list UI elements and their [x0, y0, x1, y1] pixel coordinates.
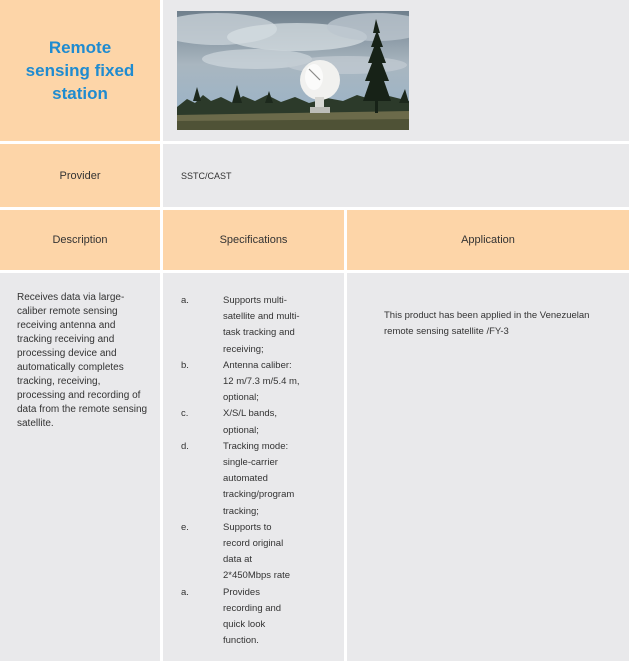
spec-item	[163, 585, 344, 650]
spec-text: Antenna caliber: 12 m/7.3 m/5.4 m, optional;	[223, 359, 300, 404]
spec-text: Provides recording and quick look function.	[223, 586, 282, 647]
spec-text: X/S/L bands, optional;	[223, 408, 278, 436]
description-header-label: Description	[52, 234, 108, 246]
spec-letter: b.	[181, 359, 189, 371]
specifications-cell	[163, 273, 344, 661]
spec-text: Tracking mode: single-carrier automated tracking/program tracking;	[223, 440, 295, 517]
application-cell	[347, 273, 629, 661]
application-header	[347, 210, 629, 270]
ground-station-image	[177, 11, 409, 130]
spec-text: Supports multi-satellite and multi-task tracking and receiving;	[223, 295, 300, 355]
spec-item	[163, 358, 344, 407]
spec-letter: d.	[181, 440, 189, 452]
description-cell	[0, 273, 160, 661]
description-text: Receives data via large-caliber remote sensing receiving antenna and tracking receiving and processing device and automatically completes tracking, receiving, processing and recording of data from the remote sensing satellite.	[17, 292, 148, 429]
provider-value-cell	[163, 144, 629, 207]
description-header	[0, 210, 160, 270]
product-title: Remote sensing fixed station	[25, 38, 135, 103]
spec-letter: e.	[181, 521, 189, 533]
ground-station-photo	[177, 11, 409, 130]
provider-label: Provider	[59, 169, 101, 182]
spec-item	[163, 293, 344, 358]
spec-item	[163, 406, 344, 438]
specifications-header-label: Specifications	[219, 234, 288, 246]
title-cell	[0, 0, 160, 141]
application-header-label: Application	[461, 234, 515, 246]
spec-letter: a.	[181, 295, 189, 306]
provider-value: SSTC/CAST	[181, 170, 232, 181]
photo-cell	[163, 0, 629, 141]
spec-letter: a.	[181, 586, 189, 598]
application-text: This product has been applied in the Venezuelan remote sensing satellite /FY-3	[384, 310, 590, 337]
spec-text: Supports to record original data at 2*450Mbps rate	[223, 521, 291, 582]
spec-letter: c.	[181, 408, 189, 420]
spec-item	[163, 520, 344, 585]
provider-label-cell	[0, 144, 160, 207]
specifications-header	[163, 210, 344, 270]
spec-item	[163, 439, 344, 520]
